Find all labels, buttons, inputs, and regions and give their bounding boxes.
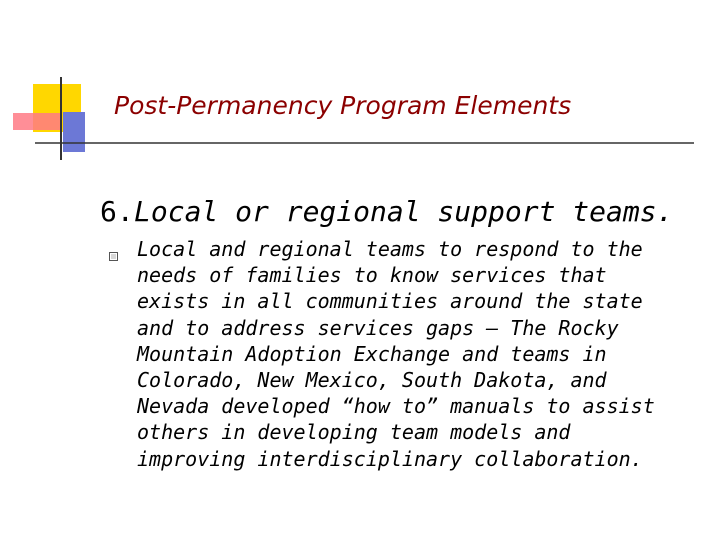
paragraph-line: others in developing team models and: [137, 420, 571, 445]
bullet-paragraph: [137, 236, 697, 476]
heading-number: 6.: [100, 195, 134, 228]
slide-title: Post-Permanency Program Elements: [114, 91, 572, 120]
paragraph-line: Local and regional teams to respond to the: [137, 237, 643, 261]
paragraph-line: Mountain Adoption Exchange and teams in: [137, 341, 607, 366]
hollow-square-bullet-icon: [109, 252, 118, 261]
section-heading: [100, 192, 700, 232]
paragraph-line: Colorado, New Mexico, South Dakota, and: [137, 368, 607, 393]
paragraph-line: and to address services gaps – The Rocky: [137, 315, 619, 340]
paragraph-line: Nevada developed “how to” manuals to assist: [137, 394, 655, 419]
paragraph-line: improving interdisciplinary collaboration.: [137, 446, 643, 471]
paragraph-line: exists in all communities around the state: [137, 289, 643, 314]
blue-square: [63, 112, 85, 152]
paragraph-line: needs of families to know services that: [137, 263, 607, 288]
red-bar: [13, 113, 60, 130]
heading-text: Local or regional support teams.: [134, 195, 674, 228]
